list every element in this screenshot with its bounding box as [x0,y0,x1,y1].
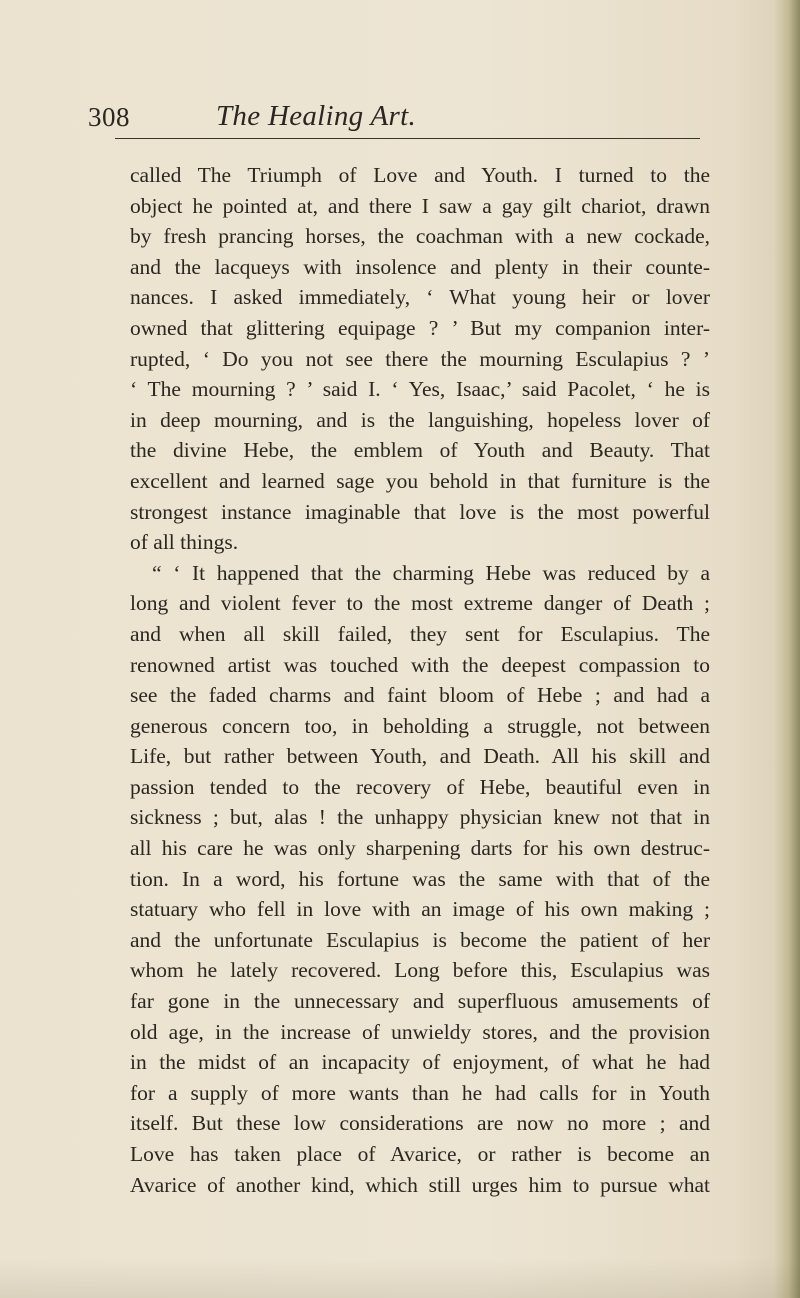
text-line: Avarice of another kind, which still urges him to pursue what [130,1172,710,1197]
text-line: long and violent fever to the most extreme danger of Death ; [130,591,710,616]
text-line: statuary who fell in love with an image of his own making ; [130,897,710,922]
body-text [130,160,710,1200]
text-line: passion tended to the recovery of Hebe, beautiful even in [130,774,710,799]
text-line: and the lacqueys with insolence and plenty in their counte- [130,254,710,279]
text-line: tion. In a word, his fortune was the same with that of the [130,866,710,891]
text-line: object he pointed at, and there I saw a gay gilt chariot, drawn [130,193,710,218]
text-line: “ ‘ It happened that the charming Hebe was reduced by a [152,560,710,585]
text-line: itself. But these low considerations are now no more ; and [130,1111,710,1136]
text-line: in the midst of an incapacity of enjoyment, of what he had [130,1050,710,1075]
text-line: ‘ The mourning ? ’ said I. ‘ Yes, Isaac,’ said Pacolet, ‘ he is [130,377,710,402]
text-line: in deep mourning, and is the languishing, hopeless lover of [130,407,710,432]
text-line: and when all skill failed, they sent for Esculapius. The [130,621,710,646]
running-head [88,96,738,146]
text-line: Love has taken place of Avarice, or rather is become an [130,1142,710,1166]
running-title: The Healing Art. [216,100,417,132]
text-line: strongest instance imaginable that love is the most powerful [130,499,710,524]
text-line: nances. I asked immediately, ‘ What young heir or lover [130,285,710,310]
text-line: far gone in the unnecessary and superfluous amusements of [130,989,710,1014]
text-line: excellent and learned sage you behold in that furniture is the [130,468,710,493]
text-line: rupted, ‘ Do you not see there the mourning Esculapius ? ’ [130,346,710,371]
text-line: see the faded charms and faint bloom of Hebe ; and had a [130,683,710,708]
text-line: generous concern too, in beholding a struggle, not between [130,713,710,738]
text-line: and the unfortunate Esculapius is become the patient of her [130,927,710,952]
text-line: for a supply of more wants than he had calls for in Youth [130,1080,710,1105]
text-line: old age, in the increase of unwieldy stores, and the provision [130,1019,710,1044]
page-edge-shadow [774,0,800,1298]
header-rule [115,138,700,139]
text-line: sickness ; but, alas ! the unhappy physician knew not that in [130,805,710,830]
text-line: by fresh prancing horses, the coachman with a new cockade, [130,224,710,249]
page-bottom-shade [0,1258,800,1298]
page-number: 308 [88,102,130,132]
text-line: of all things. [130,530,239,555]
text-line: called The Triumph of Love and Youth. I turned to the [130,163,710,187]
text-line: whom he lately recovered. Long before this, Esculapius was [130,958,710,983]
text-line: the divine Hebe, the emblem of Youth and Beauty. That [130,438,710,463]
text-line: renowned artist was touched with the deepest compassion to [130,652,710,677]
text-line: Life, but rather between Youth, and Death. All his skill and [130,744,710,769]
text-line: owned that glittering equipage ? ’ But my companion inter- [130,315,710,340]
text-line: all his care he was only sharpening darts for his own destruc- [130,836,710,861]
